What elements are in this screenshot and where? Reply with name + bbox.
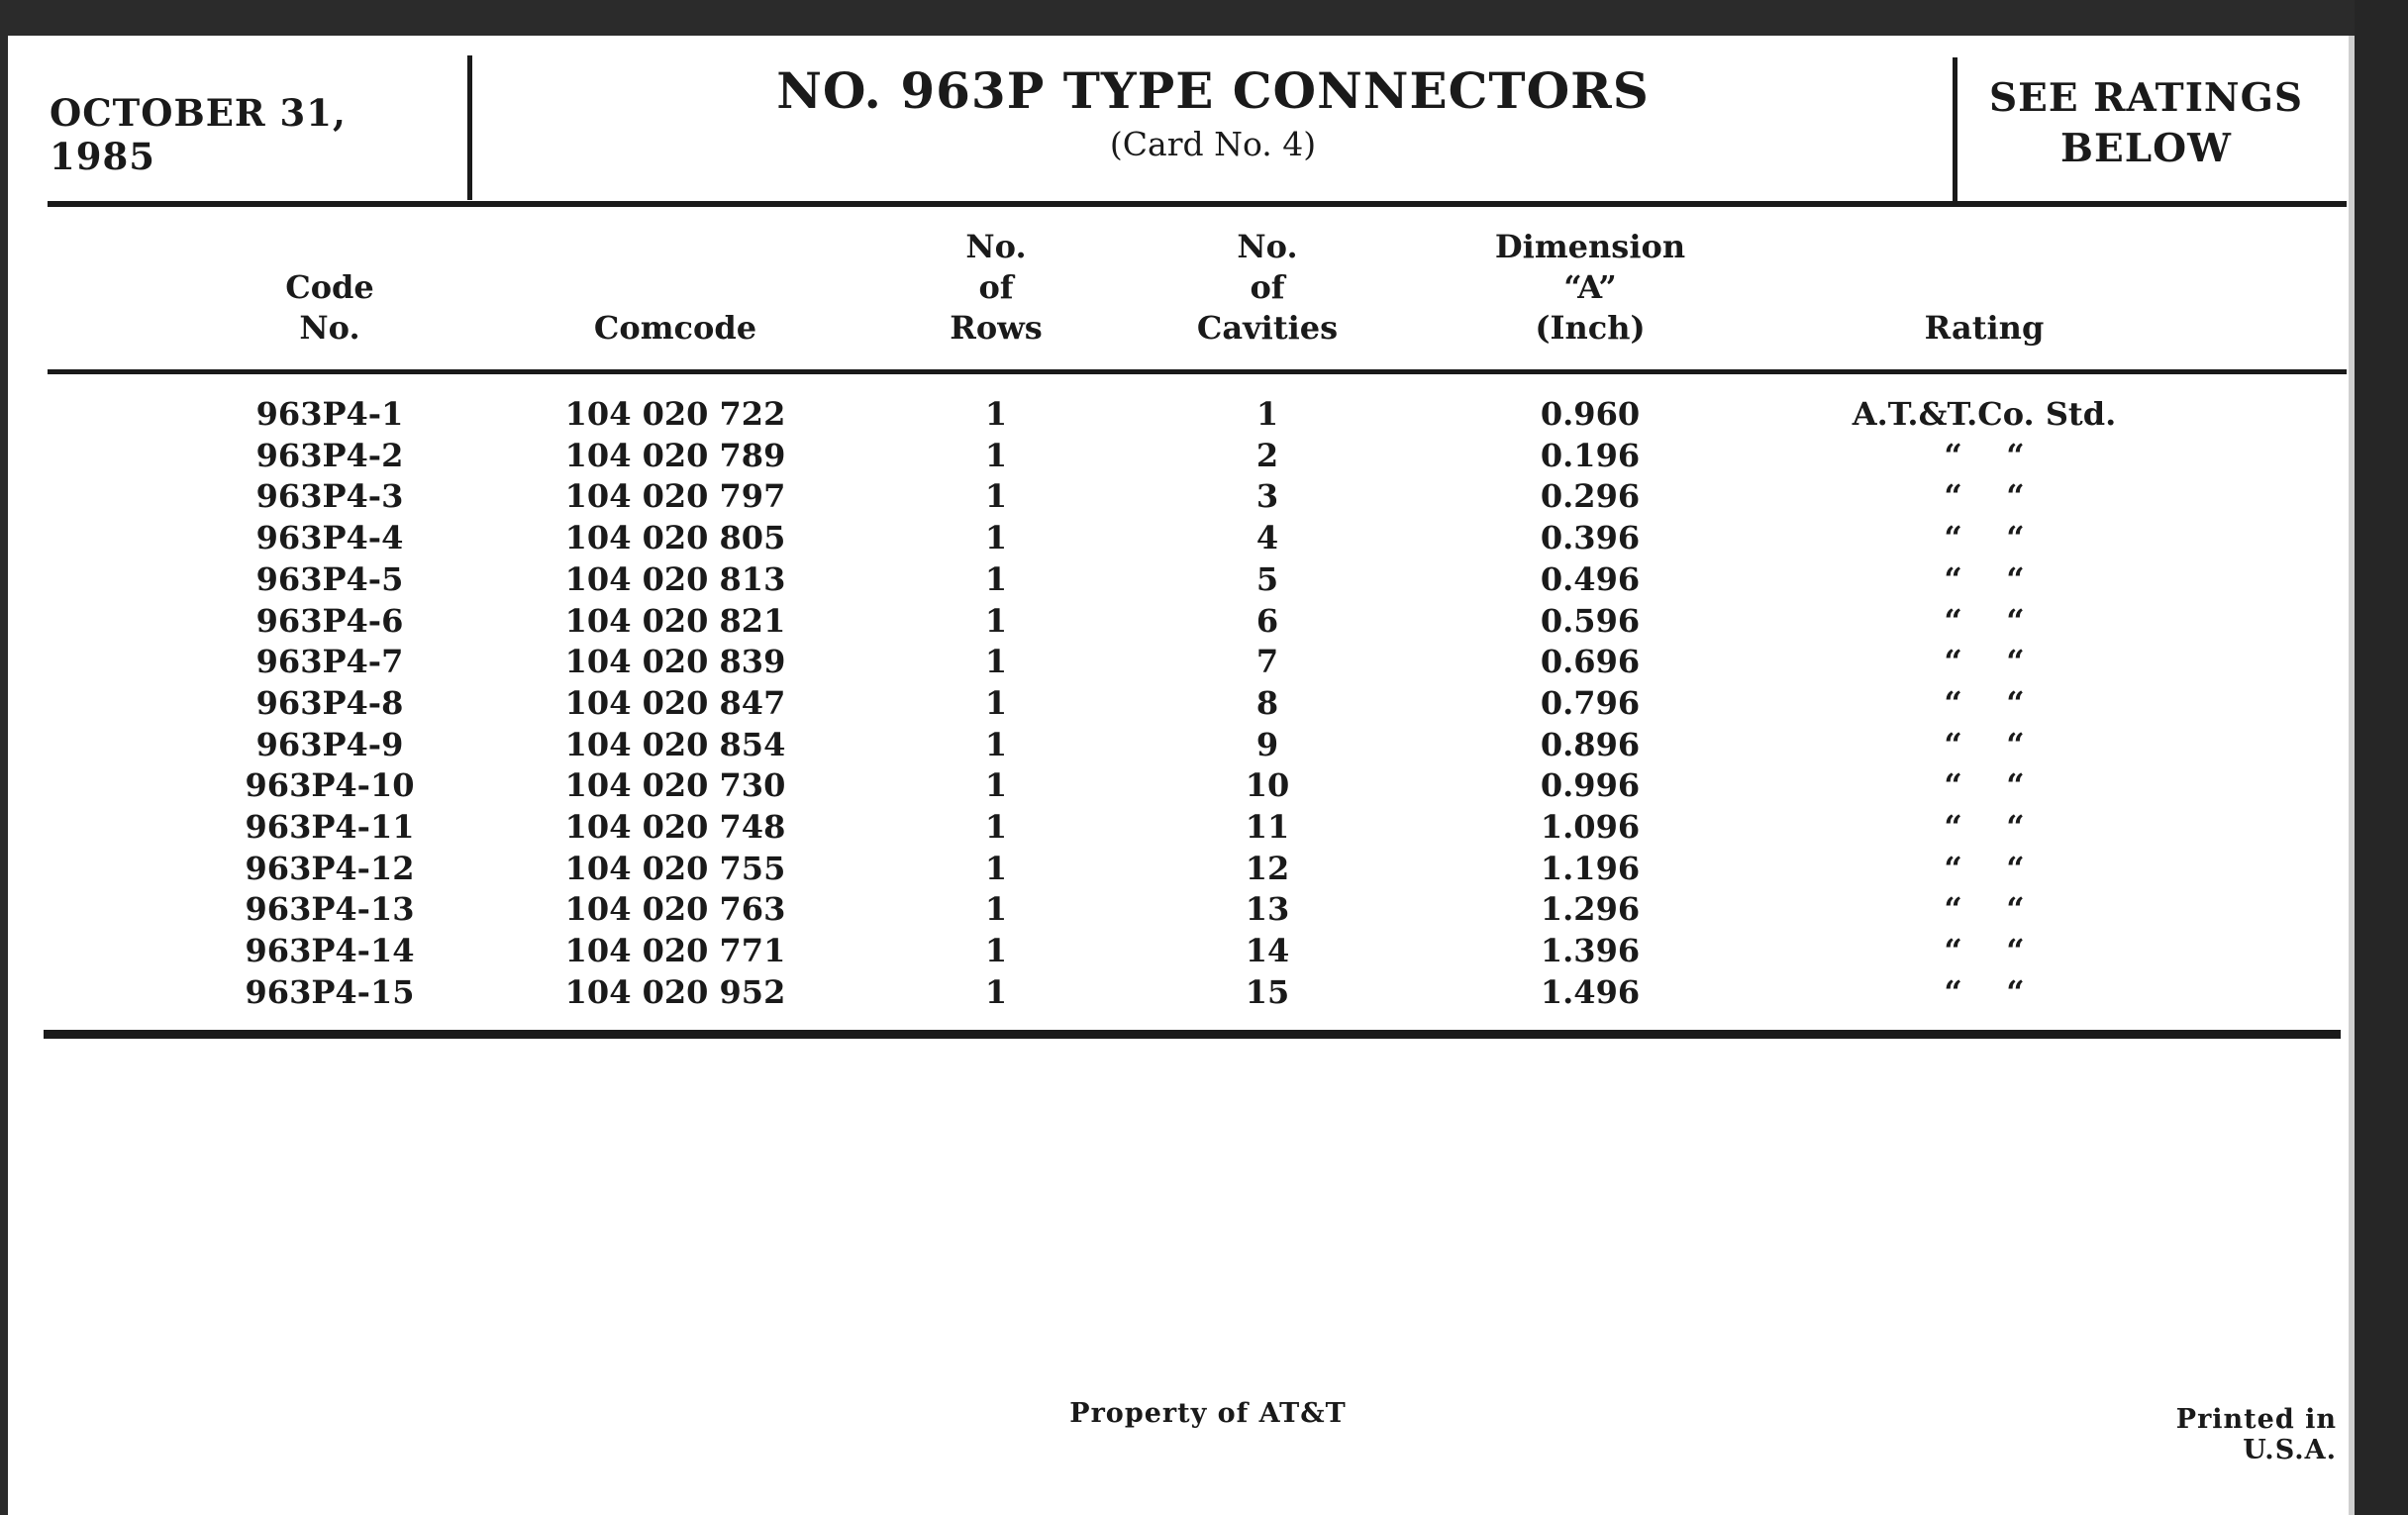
cell-dimension: 0.196 <box>1540 436 1641 474</box>
column-header-line: of <box>978 268 1014 306</box>
column-header-line: No. <box>965 228 1027 265</box>
cell-rows: 1 <box>984 849 1008 887</box>
column-header-line: of <box>1250 268 1285 306</box>
column-header-rating <box>1806 308 2162 349</box>
cell-cavities: 14 <box>1245 932 1290 970</box>
cell-rating: “ “ <box>1944 725 2025 763</box>
header-divider-left <box>467 55 472 200</box>
cell-rows: 1 <box>984 725 1008 763</box>
cell-rating: “ “ <box>1944 932 2025 970</box>
cell-cavities: 9 <box>1255 725 1279 763</box>
cell-cavities: 2 <box>1255 436 1279 474</box>
column-header-line: No. <box>1237 228 1298 265</box>
column-header-line: (Inch) <box>1535 309 1646 347</box>
cell-rows: 1 <box>984 559 1008 598</box>
cell-cavities: 10 <box>1245 766 1290 805</box>
table-bottom-rule <box>44 1030 2341 1039</box>
cell-cavities: 6 <box>1255 601 1279 640</box>
card-date: OCTOBER 31, 1985 <box>50 91 347 178</box>
cell-rows: 1 <box>984 643 1008 681</box>
cell-rows: 1 <box>984 932 1008 970</box>
cell-comcode: 104 020 821 <box>564 601 786 640</box>
column-header-line: Comcode <box>593 309 757 347</box>
column-header-cavities <box>1149 227 1386 349</box>
cell-cavities: 12 <box>1245 849 1290 887</box>
column-header-line: Cavities <box>1196 309 1339 347</box>
cell-comcode: 104 020 854 <box>564 725 786 763</box>
scan-border-right <box>2355 0 2408 1515</box>
cell-dimension: 0.960 <box>1540 395 1641 433</box>
cell-comcode: 104 020 813 <box>564 559 786 598</box>
card-title: NO. 963P TYPE CONNECTORS <box>776 61 1650 120</box>
cell-rating: A.T.&T.Co. Std. <box>1852 395 2117 433</box>
cell-code: 963P4-3 <box>255 477 404 516</box>
card-subtitle: (Card No. 4) <box>1109 125 1317 163</box>
cell-rows: 1 <box>984 436 1008 474</box>
cell-dimension: 0.996 <box>1540 766 1641 805</box>
cell-code: 963P4-9 <box>255 725 404 763</box>
cell-cavities: 4 <box>1255 519 1279 557</box>
cell-cavities: 11 <box>1245 808 1290 846</box>
cell-code: 963P4-4 <box>255 519 404 557</box>
cell-rating: “ “ <box>1944 436 2025 474</box>
cell-code: 963P4-7 <box>255 643 404 681</box>
scan-border-left <box>0 0 8 1515</box>
cell-code: 963P4-5 <box>255 559 404 598</box>
cell-rating: “ “ <box>1944 849 2025 887</box>
cell-rows: 1 <box>984 766 1008 805</box>
column-header-line: Code <box>285 268 374 306</box>
cell-dimension: 1.096 <box>1540 808 1641 846</box>
cell-cavities: 3 <box>1255 477 1279 516</box>
cell-cavities: 8 <box>1255 683 1279 722</box>
cell-cavities: 13 <box>1245 890 1290 929</box>
cell-rows: 1 <box>984 972 1008 1011</box>
cell-dimension: 0.496 <box>1540 559 1641 598</box>
cell-rating: “ “ <box>1944 643 2025 681</box>
footer-property: Property of AT&T <box>1069 1398 1347 1429</box>
cell-dimension: 0.696 <box>1540 643 1641 681</box>
cell-comcode: 104 020 839 <box>564 643 786 681</box>
cell-rating: “ “ <box>1944 808 2025 846</box>
ratings-note <box>1960 73 2332 174</box>
cell-rating: “ “ <box>1944 601 2025 640</box>
column-header-line: “A” <box>1563 268 1617 306</box>
cell-code: 963P4-1 <box>255 395 404 433</box>
column-header-line: Rows <box>950 309 1043 347</box>
cell-cavities: 1 <box>1255 395 1279 433</box>
scan-border-top <box>0 0 2408 36</box>
cell-rating: “ “ <box>1944 766 2025 805</box>
cell-comcode: 104 020 748 <box>564 808 786 846</box>
cell-comcode: 104 020 789 <box>564 436 786 474</box>
cell-dimension: 0.296 <box>1540 477 1641 516</box>
column-header-comcode <box>527 308 824 349</box>
cell-code: 963P4-12 <box>245 849 415 887</box>
header-divider-right <box>1953 57 1957 202</box>
cell-rating: “ “ <box>1944 559 2025 598</box>
cell-cavities: 7 <box>1255 643 1279 681</box>
cell-rating: “ “ <box>1944 890 2025 929</box>
column-header-line: Rating <box>1924 309 2045 347</box>
cell-comcode: 104 020 722 <box>564 395 786 433</box>
cell-rating: “ “ <box>1944 519 2025 557</box>
column-header-line: No. <box>299 309 360 347</box>
cell-rows: 1 <box>984 808 1008 846</box>
cell-rows: 1 <box>984 890 1008 929</box>
cell-rows: 1 <box>984 601 1008 640</box>
column-header-line: Dimension <box>1494 228 1686 265</box>
cell-comcode: 104 020 797 <box>564 477 786 516</box>
cell-code: 963P4-14 <box>245 932 415 970</box>
cell-code: 963P4-2 <box>255 436 404 474</box>
cell-rating: “ “ <box>1944 683 2025 722</box>
cell-dimension: 0.796 <box>1540 683 1641 722</box>
cell-code: 963P4-13 <box>245 890 415 929</box>
cell-comcode: 104 020 730 <box>564 766 786 805</box>
cell-code: 963P4-15 <box>245 972 415 1011</box>
cell-dimension: 0.596 <box>1540 601 1641 640</box>
cell-code: 963P4-8 <box>255 683 404 722</box>
cell-dimension: 0.396 <box>1540 519 1641 557</box>
cell-cavities: 15 <box>1245 972 1290 1011</box>
cell-code: 963P4-6 <box>255 601 404 640</box>
cell-rows: 1 <box>984 519 1008 557</box>
ratings-note-line-1: SEE RATINGS <box>1988 75 2304 121</box>
cell-rows: 1 <box>984 395 1008 433</box>
header-rule <box>48 201 2347 207</box>
footer-printed: Printed in U.S.A. <box>2175 1404 2337 1465</box>
column-header-dimension <box>1461 227 1719 349</box>
cell-dimension: 0.896 <box>1540 725 1641 763</box>
cell-code: 963P4-10 <box>245 766 415 805</box>
cell-cavities: 5 <box>1255 559 1279 598</box>
column-header-code <box>201 267 458 349</box>
cell-dimension: 1.396 <box>1540 932 1641 970</box>
cell-rows: 1 <box>984 683 1008 722</box>
cell-rows: 1 <box>984 477 1008 516</box>
cell-comcode: 104 020 805 <box>564 519 786 557</box>
cell-comcode: 104 020 847 <box>564 683 786 722</box>
cell-dimension: 1.196 <box>1540 849 1641 887</box>
column-header-rule <box>48 369 2347 374</box>
cell-comcode: 104 020 763 <box>564 890 786 929</box>
ratings-note-line-2: BELOW <box>2060 126 2232 171</box>
cell-comcode: 104 020 755 <box>564 849 786 887</box>
cell-comcode: 104 020 952 <box>564 972 786 1011</box>
cell-comcode: 104 020 771 <box>564 932 786 970</box>
cell-dimension: 1.496 <box>1540 972 1641 1011</box>
cell-rating: “ “ <box>1944 477 2025 516</box>
cell-rating: “ “ <box>1944 972 2025 1011</box>
column-header-rows <box>907 227 1085 349</box>
cell-code: 963P4-11 <box>245 808 415 846</box>
cell-dimension: 1.296 <box>1540 890 1641 929</box>
